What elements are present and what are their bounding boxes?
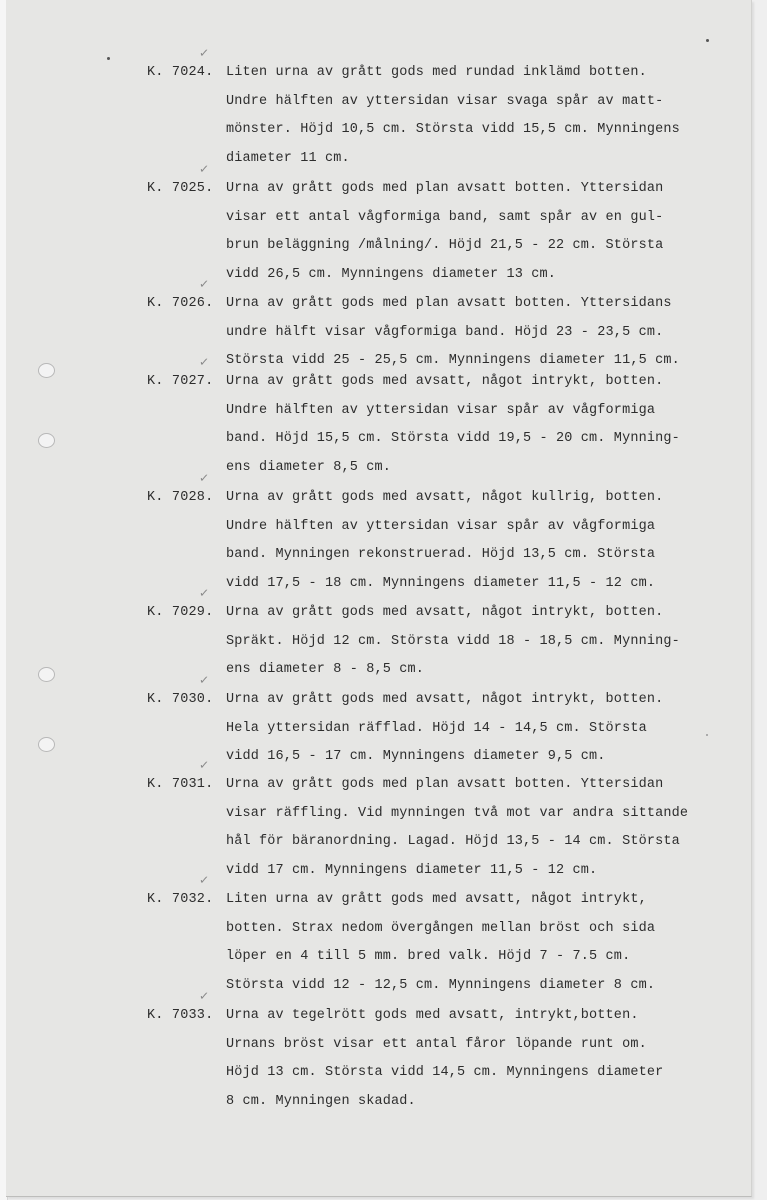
- entry-text-line: Urna av grått gods med avsatt, något intrykt, botten.: [226, 692, 664, 707]
- entry-text-line: Urna av grått gods med plan avsatt botten. Yttersidan: [226, 181, 664, 196]
- entry-text-line: Hela yttersidan räfflad. Höjd 14 - 14,5 cm. Största: [226, 720, 647, 736]
- paper-speck: [107, 57, 110, 60]
- entry-text-line: Urna av grått gods med plan avsatt botten. Yttersidan: [226, 777, 664, 792]
- entry-text-line: 8 cm. Mynningen skadad.: [226, 1093, 416, 1109]
- entry-text-line: ens diameter 8 - 8,5 cm.: [226, 662, 425, 678]
- entry-text-line: vidd 17,5 - 18 cm. Mynningens diameter 11,5 - 12 cm.: [226, 575, 656, 591]
- catalogue-number: K. 7026.: [147, 296, 214, 311]
- entry-text-line: Största vidd 12 - 12,5 cm. Mynningens diameter 8 cm.: [226, 977, 656, 993]
- catalogue-number: K. 7024.: [147, 65, 214, 80]
- entry-text-line: Undre hälften av yttersidan visar spår av vågformiga: [226, 402, 656, 418]
- entry-text-line: Urna av grått gods med avsatt, något intrykt, botten.: [226, 605, 664, 620]
- catalogue-number: K. 7031.: [147, 777, 214, 792]
- entry-text-line: Undre hälften av yttersidan visar spår av vågformiga: [226, 518, 656, 534]
- entry-text-line: diameter 11 cm.: [226, 150, 350, 166]
- entry-text-line: Liten urna av grått gods med rundad inklämd botten.: [226, 65, 647, 80]
- entry-text-line: botten. Strax nedom övergången mellan bröst och sida: [226, 920, 656, 936]
- entry-text-line: vidd 26,5 cm. Mynningens diameter 13 cm.: [226, 266, 557, 282]
- entry-text-line: Urna av grått gods med avsatt, något kullrig, botten.: [226, 490, 664, 505]
- checkmark-icon: ✓: [198, 872, 210, 888]
- checkmark-icon: ✓: [198, 354, 210, 370]
- entry-text-line: Undre hälften av yttersidan visar svaga spår av matt-: [226, 93, 664, 109]
- entry-text-line: Urna av tegelrött gods med avsatt, intrykt,botten.: [226, 1008, 639, 1023]
- entry-text-line: Urna av grått gods med plan avsatt botten. Yttersidans: [226, 296, 672, 311]
- entry-text-line: brun beläggning /målning/. Höjd 21,5 - 22 cm. Största: [226, 238, 664, 254]
- entry-text-line: hål för bäranordning. Lagad. Höjd 13,5 - 14 cm. Största: [226, 834, 680, 850]
- entry-text-line: Höjd 13 cm. Största vidd 14,5 cm. Mynningens diameter: [226, 1065, 664, 1081]
- entry-text-line: band. Mynningen rekonstruerad. Höjd 13,5 cm. Största: [226, 547, 656, 563]
- checkmark-icon: ✓: [198, 585, 210, 601]
- checkmark-icon: ✓: [198, 757, 210, 773]
- checkmark-icon: ✓: [198, 672, 210, 688]
- checkmark-icon: ✓: [198, 988, 210, 1004]
- checkmark-icon: ✓: [198, 161, 210, 177]
- checkmark-icon: ✓: [198, 276, 210, 292]
- catalogue-number: K. 7027.: [147, 374, 214, 389]
- entry-text-line: visar räffling. Vid mynningen två mot var andra sittande: [226, 805, 689, 821]
- paper-speck: [706, 39, 709, 42]
- entry-text-line: visar ett antal vågformiga band, samt spår av en gul-: [226, 209, 664, 225]
- entry-text-line: mönster. Höjd 10,5 cm. Största vidd 15,5 cm. Mynningens: [226, 122, 680, 138]
- entry-text-line: Liten urna av grått gods med avsatt, något intrykt,: [226, 892, 647, 907]
- entry-text-line: Spräkt. Höjd 12 cm. Största vidd 18 - 18,5 cm. Mynning-: [226, 633, 680, 649]
- entry-text-line: löper en 4 till 5 mm. bred valk. Höjd 7 - 7.5 cm.: [226, 949, 631, 965]
- entry-text-line: Urna av grått gods med avsatt, något intrykt, botten.: [226, 374, 664, 389]
- entry-text-line: vidd 17 cm. Mynningens diameter 11,5 - 12 cm.: [226, 862, 598, 878]
- catalogue-number: K. 7028.: [147, 490, 214, 505]
- paper-speck: [706, 734, 708, 736]
- catalogue-number: K. 7030.: [147, 692, 214, 707]
- entry-text-line: ens diameter 8,5 cm.: [226, 459, 392, 475]
- catalogue-number: K. 7032.: [147, 892, 214, 907]
- checkmark-icon: ✓: [198, 470, 210, 486]
- punch-hole: [38, 667, 55, 682]
- catalogue-number: K. 7025.: [147, 181, 214, 196]
- entry-text-line: vidd 16,5 - 17 cm. Mynningens diameter 9,5 cm.: [226, 749, 606, 765]
- entry-text-line: Största vidd 25 - 25,5 cm. Mynningens diameter 11,5 cm.: [226, 353, 680, 369]
- punch-hole: [38, 363, 55, 378]
- catalogue-number: K. 7029.: [147, 605, 214, 620]
- catalogue-number: K. 7033.: [147, 1008, 214, 1023]
- entry-text-line: band. Höjd 15,5 cm. Största vidd 19,5 - 20 cm. Mynning-: [226, 431, 680, 447]
- entry-text-line: undre hälft visar vågformiga band. Höjd 23 - 23,5 cm.: [226, 324, 664, 340]
- checkmark-icon: ✓: [198, 45, 210, 61]
- entry-text-line: Urnans bröst visar ett antal fåror löpande runt om.: [226, 1036, 647, 1052]
- punch-hole: [38, 737, 55, 752]
- punch-hole: [38, 433, 55, 448]
